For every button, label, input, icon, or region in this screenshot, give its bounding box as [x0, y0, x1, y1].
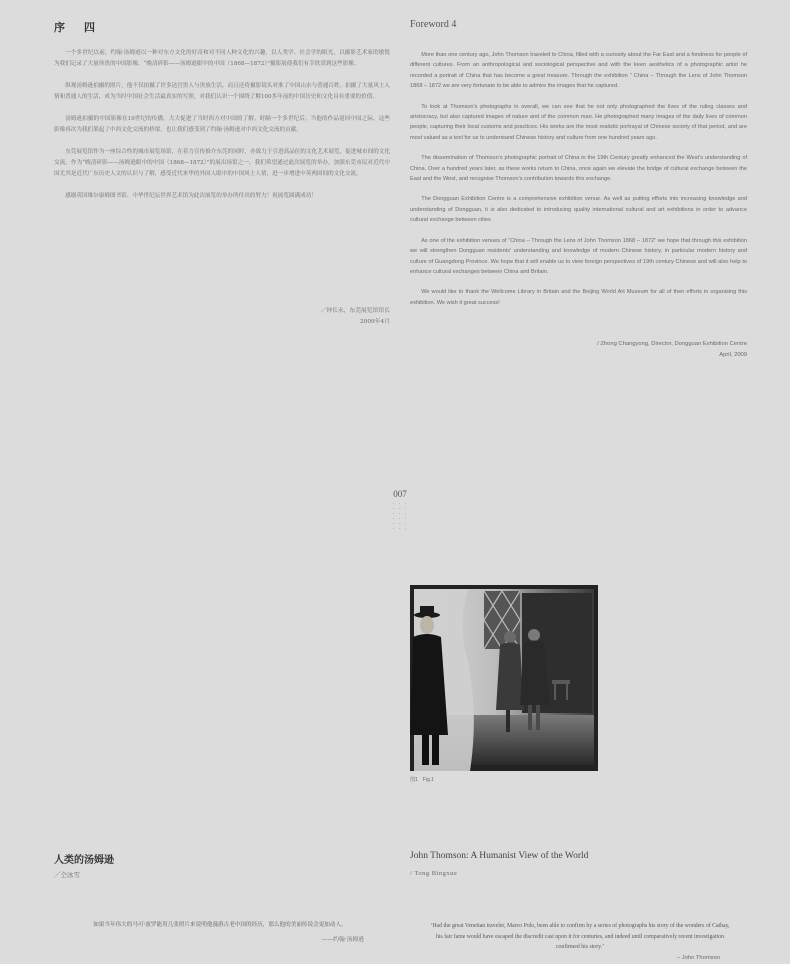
- figure-caption: 图1 Fig.1: [410, 777, 434, 783]
- photo-illustration: [410, 585, 598, 771]
- paragraph: The dissemination of Thomson’s photographic portrait of China in the 19th Century greatly enhanced the West’s understanding of China. Over a hundred years later, as these works return to China, once again we elevate the bridge of cultural exchange between the East and the West, and recognise Thomson’s contribution towards this exchange.: [410, 155, 747, 183]
- signature-date: April, 2009: [719, 352, 747, 358]
- quote-text: ‘Had the great Venetian traveler, Marco Polo, been able to confirm by a series of photographs his story of the wonders of Cathay, his fair fame would have escaped the discredit cast upon it for centuries, and indeed until comparatively recent investigation confirmed his story.’: [430, 923, 730, 950]
- foreword-body-en: [410, 50, 747, 318]
- quote-attribution: – John Thomson: [676, 954, 720, 961]
- paragraph: As one of the exhibition venues of “China – Through the Lens of John Thomson 1868 – 1872” we hope that through this exhibition we will strengthen Dongguan residents’ understanding and knowledge of modern Chinese history, in particular modern history and culture of Guangdong Province. We hope that it will enable us to view foreign perspectives of 19th century Chinese and will also help to enhance cultural exchanges between China and Britain.: [410, 237, 747, 275]
- paragraph: 东莞展览馆作为一座综合性的城市展览场馆，在着力宣传推介东莞的同时，亦致力于引进高品位的文化艺术展览，促进城市间的文化交流。作为“晚清碎影——汤姆逊眼中的中国（1868—1872）”的展出场馆之一，我们希望通过此次展览的举办，加强东莞市民对近代中国尤其是近代广东历史人文的认识与了解，感受近代来华的外国人眼中的中国风土人情，进一步增进中英两国间的文化交流。: [54, 149, 390, 177]
- signature-cn: [220, 306, 390, 328]
- signature-en: [520, 339, 747, 361]
- foreword-body-cn: [54, 48, 390, 213]
- paragraph: More than one century ago, John Thomson traveled to China, filled with a curiosity about the Far East and a fondness for people of different cultures. From an anthropological and sociological perspective and with the keen aesthetics of a photographic artist he recorded a portrait of China that has become a great treasure. Through the exhibition “ China – Through the Lens of John Thomson 1868 – 1872 we are very fortunate to be able to admire the images that he captured.: [410, 52, 747, 90]
- signature-date: 2009年4月: [359, 319, 390, 325]
- page-number: 007: [393, 489, 407, 499]
- paragraph: 一个多世纪以前，约翰·汤姆逊以一种对东方文化的好奇和对不同人种文化的兴趣，以人类学、社会学的眼光，以摄影艺术家的敏锐为我们记录了大量珍贵的中国影像。“晚清碎影——汤姆逊眼中的中国（1868—1872）”摄影展使我们有幸欣赏到这些影像。: [54, 50, 390, 67]
- epigraph-cn: [82, 920, 364, 946]
- quote-text: 如果当年伟大的马可·波罗能用几张照片来说明他漫游古老中国的经历，那么他的美丽传说会更加动人。: [93, 922, 347, 928]
- paragraph: To look at Thomson’s photographs in overall, we can see that he not only photographed the lives of the ruling classes and aristocracy, but also captured images of nature and of the common man. He photographed many images of the daily lives of common people, capturing their local customs and practices. His works are the most realistic portrayal of Chinese society of that period, and are most valued as a tool for us to understand Chinese history and culture from one hundred years ago.: [410, 103, 747, 141]
- quote-attribution: ——约翰·汤姆逊: [321, 937, 364, 943]
- signature-name: / Zhong Changyong, Director, Dongguan Exhibition Centre: [597, 341, 747, 347]
- paragraph: 纵观汤姆逊拍摄的照片，他不仅拍摄了许多达官贵人与贵族生活，而且还将摄影镜头对准了中国山水与普通百姓。拍摄了大量风土人情和普通人的生活，成为当时中国社会生活最真实的写照，对我们认识一个围绕了解100多年前的中国历史和文化具有重要的价值。: [54, 83, 390, 100]
- section-title-cn: 人类的汤姆逊: [54, 855, 114, 866]
- paragraph: The Dongguan Exhibition Centre is a comprehensive exhibition venue. As well as putting efforts into increasing knowledge and understanding of Dongguan, it is also dedicated to introducing quality international cultural and art exhibitions in order to advance cultural exchange between cities: [410, 196, 747, 224]
- epigraph-en: [430, 921, 730, 964]
- dot-ornament: · · · · · · · · · · · · · · · · · ·: [392, 501, 408, 533]
- paragraph: 感谢英国维尔康姆图书馆、中华世纪坛世界艺术馆为此次展览的举办所付出的努力！祝展览圆满成功！: [65, 193, 317, 199]
- foreword-heading-en: Foreword 4: [410, 19, 457, 30]
- paragraph: 汤姆逊拍摄的中国影像在19世纪的传播，大大促进了当时西方对中国的了解。时隔一个多世纪后，当他的作品返回中国之际，这些影像再次为我们架起了中西文化交流的桥梁，也让我们感受到了约翰·汤姆逊对中西文化交流的贡献。: [54, 116, 390, 133]
- section-author-cn: ／仝冰雪: [54, 871, 80, 879]
- historical-photograph: [410, 585, 598, 771]
- section-title-en: John Thomson: A Humanist View of the World: [410, 851, 589, 861]
- signature-name: ／钟长永，东莞展览馆馆长: [320, 308, 390, 314]
- paragraph: We would like to thank the Wellcome Library in Britain and the Beijing World Art Museum for all of their efforts in organising this exhibition. We wish it great success!: [410, 289, 747, 306]
- section-author-en: / Tong Bingxue: [410, 870, 458, 877]
- foreword-heading-cn: 序 四: [54, 21, 99, 34]
